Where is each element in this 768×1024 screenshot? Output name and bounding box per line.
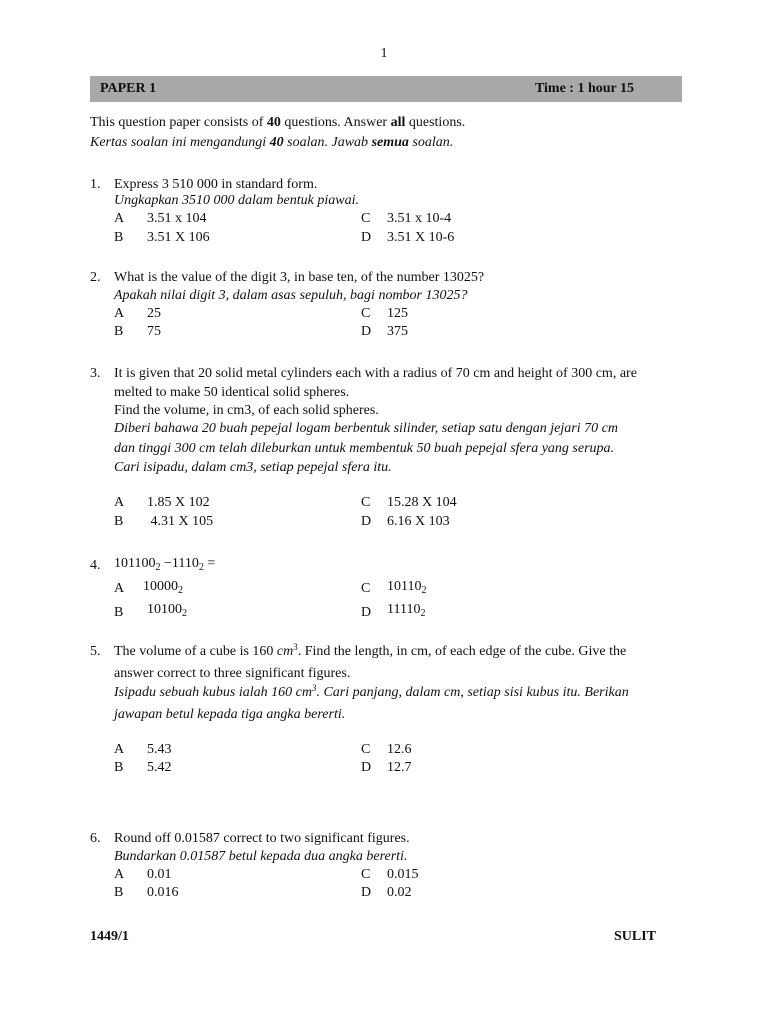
question-text-malay: Ungkapkan 3510 000 dalam bentuk piawai. (114, 193, 359, 208)
option-letter-b: B (114, 605, 124, 620)
paper-header-bar (90, 76, 682, 102)
option-a: $10000_2$ (143, 579, 183, 596)
question-text-malay-line-2: dan tinggi 300 cm telah dileburkan untuk membentuk 50 buah pepejal sfera yang serupa. (114, 441, 615, 456)
question-text-malay: Apakah nilai digit 3, dalam asas sepuluh, bagi nombor 13025? (114, 288, 468, 303)
question-number: 4. (90, 558, 101, 573)
question-number: 2. (90, 270, 101, 285)
option-letter-a: A (114, 742, 125, 757)
option-letter-c: C (361, 306, 371, 321)
option-letter-c: C (361, 495, 371, 510)
question-text-line-1: It is given that 20 solid metal cylinders each with a radius of 70 cm and height of 300 cm, are (114, 366, 637, 381)
option-c: 12.6 (387, 742, 412, 757)
question-text-malay-line-3: Cari isipadu, dalam cm3, setiap pepejal sfera itu. (114, 460, 392, 475)
option-letter-d: D (361, 230, 372, 245)
option-a: 5.43 (147, 742, 172, 757)
option-c: 15.28 X 104 (387, 495, 457, 510)
question-text-line-3: Find the volume, in cm3, of each solid spheres. (114, 403, 379, 418)
option-letter-a: A (114, 581, 125, 596)
question-number: 1. (90, 177, 101, 192)
question-text: Express 3 510 000 in standard form. (114, 177, 318, 192)
option-c: 125 (387, 306, 408, 321)
option-a: 3.51 x 104 (147, 211, 207, 226)
question-text-line-2: answer correct to three significant figures. (114, 666, 351, 681)
option-a: 0.01 (147, 867, 172, 882)
option-letter-a: A (114, 867, 125, 882)
time-allowed: Time : 1 hour 15 (534, 81, 634, 96)
option-letter-d: D (361, 885, 372, 900)
paper-title: PAPER 1 (100, 81, 157, 96)
option-letter-c: C (361, 742, 371, 757)
option-b: 3.51 X 106 (147, 230, 210, 245)
question-expression: $101100_2 -1110_2$ = (114, 556, 216, 573)
option-c: 3.51 x 10-4 (387, 211, 452, 226)
option-letter-d: D (361, 514, 372, 529)
option-d: 375 (387, 324, 408, 339)
option-d: 12.7 (387, 760, 412, 775)
option-b: 0.016 (147, 885, 179, 900)
option-d: 6.16 X 103 (387, 514, 450, 529)
option-letter-b: B (114, 885, 124, 900)
option-letter-b: B (114, 514, 124, 529)
option-letter-b: B (114, 230, 124, 245)
question-text-line-2: melted to make 50 identical solid spheres. (114, 385, 350, 400)
question-text-malay-line-1: Isipadu sebuah kubus ialah 160 $cm^3$. Cari panjang, dalam cm, setiap sisi kubus itu. Berikan (114, 683, 629, 700)
question-text: Round off 0.01587 correct to two significant figures. (114, 831, 410, 846)
option-letter-d: D (361, 760, 372, 775)
option-b: 75 (147, 324, 161, 339)
option-letter-c: C (361, 867, 371, 882)
option-letter-b: B (114, 324, 124, 339)
question-text-line-1: The volume of a cube is 160 $cm^3$. Find the length, in cm, of each edge of the cube. Give the (114, 642, 627, 659)
question-text-malay-line-2: jawapan betul kepada tiga angka bererti. (114, 707, 346, 722)
option-letter-a: A (114, 306, 125, 321)
question-number: 5. (90, 644, 101, 659)
option-b: $10100_2$ (147, 602, 187, 619)
option-d: 0.02 (387, 885, 412, 900)
page-number: 1 (380, 46, 388, 61)
question-number: 3. (90, 366, 101, 381)
option-letter-c: C (361, 211, 371, 226)
option-d: 3.51 X 10-6 (387, 230, 455, 245)
confidential-label: SULIT (614, 929, 657, 944)
option-a: 1.85 X 102 (147, 495, 210, 510)
paper-code: 1449/1 (90, 929, 129, 944)
question-number: 6. (90, 831, 101, 846)
question-text: What is the value of the digit 3, in base ten, of the number 13025? (114, 270, 485, 285)
option-d: $11110_2$ (387, 602, 426, 619)
question-text-malay: Bundarkan 0.01587 betul kepada dua angka bererti. (114, 849, 408, 864)
option-letter-a: A (114, 495, 125, 510)
intro-english: This question paper consists of 40 questions. Answer all questions. (90, 115, 466, 130)
option-letter-d: D (361, 605, 372, 620)
option-a: 25 (147, 306, 161, 321)
option-letter-b: B (114, 760, 124, 775)
option-c: $10110_2$ (387, 579, 427, 596)
option-c: 0.015 (387, 867, 419, 882)
option-letter-a: A (114, 211, 125, 226)
intro-malay: Kertas soalan ini mengandungi 40 soalan. Jawab semua soalan. (90, 135, 454, 150)
option-b: 5.42 (147, 760, 172, 775)
option-letter-d: D (361, 324, 372, 339)
option-b: 4.31 X 105 (147, 514, 214, 529)
question-text-malay-line-1: Diberi bahawa 20 buah pepejal logam berbentuk silinder, setiap satu dengan jejari 70 cm (114, 421, 618, 436)
option-letter-c: C (361, 581, 371, 596)
